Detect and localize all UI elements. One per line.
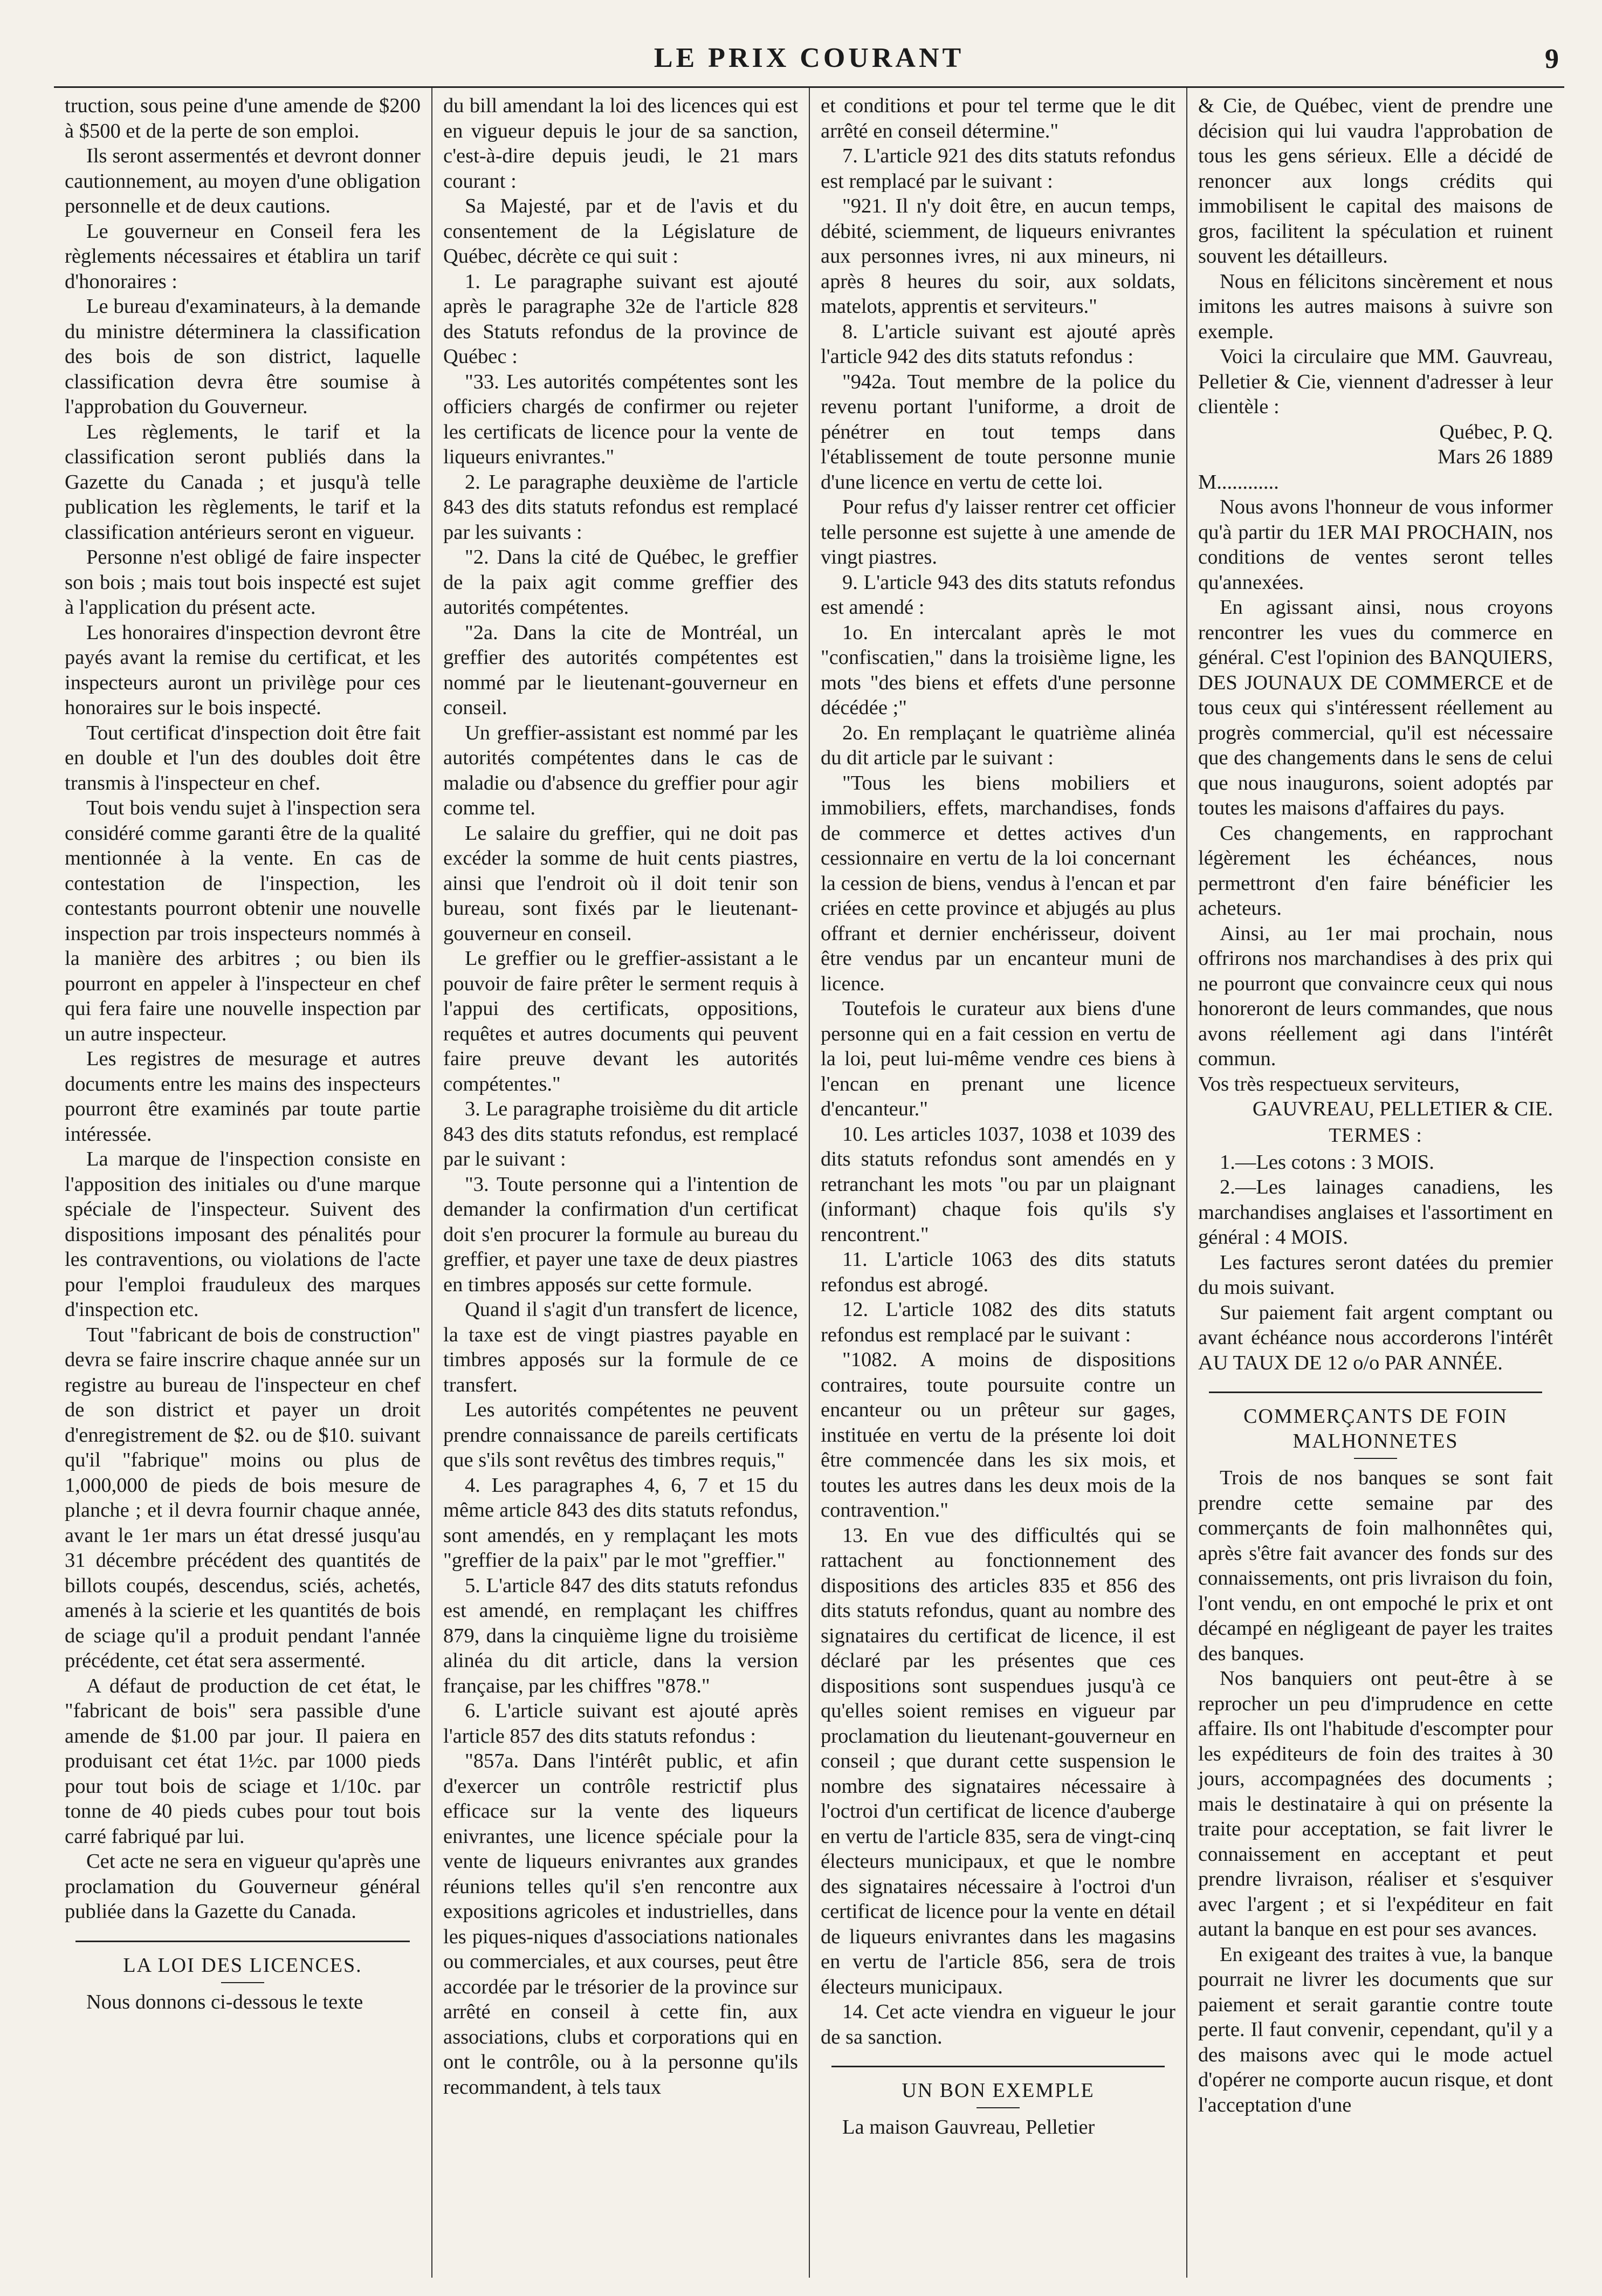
paragraph: 1o. En intercalant après le mot "confiscatien," dans la troisième ligne, les mots "des biens et effets d'une personne décédée ;" (821, 621, 1175, 719)
paragraph: "1082. A moins de dispositions contraires, toute poursuite contre un encanteur ou un prêteur sur gages, instituée en vertu de la présente loi doit être commencée dans les six mois, et toutes les autres dans les deux mois de la contravention." (821, 1348, 1175, 1521)
paragraph: La marque de l'inspection consiste en l'apposition des initiales ou d'une marque spéciale de l'inspecteur. Suivent des dispositions imposant des pénalités pour les contraventions, ou violations de l'acte pour l'emploi frauduleux des marques d'inspection etc. (65, 1148, 421, 1321)
paragraph: 14. Cet acte viendra en vigueur le jour de sa sanction. (821, 2000, 1175, 2048)
paragraph: "33. Les autorités compétentes sont les officiers chargés de confirmer ou rejeter les certificats de licence pour la vente de liqueurs enivrantes." (443, 370, 798, 468)
letter-signature: GAUVREAU, PELLETIER & CIE. (1252, 1098, 1553, 1120)
paragraph: 7. L'article 921 des dits statuts refondus est remplacé par le suivant : (821, 145, 1175, 193)
paragraph: & Cie, de Québec, vient de prendre une décision qui lui vaudra l'approbation de tous les gens sérieux. Elle a décidé de renoncer aux longs crédits qui immobilisent le capital des maisons de gros, facilitent la spéculation et ruinent souvent les détailleurs. (1198, 94, 1553, 268)
paragraph: 8. L'article suivant est ajouté après l'article 942 des dits statuts refondus : (821, 320, 1175, 368)
paragraph: 4. Les paragraphes 4, 6, 7 et 15 du même article 843 des dits statuts refondus, sont amendés, en y remplaçant les mots "greffier de la paix" par le mot "greffier." (443, 1473, 798, 1572)
paragraph: Le salaire du greffier, qui ne doit pas excéder la somme de huit cents piastres, ainsi que l'endroit où il doit tenir son bureau, sont fixés par le lieutenant-gouverneur en conseil. (443, 821, 798, 945)
terms-item: Sur paiement fait argent comptant ou avant échéance nous accorderons l'intérêt AU TAUX DE 12 o/o PAR ANNÉE. (1198, 1301, 1553, 1374)
terms-item: 1.—Les cotons : 3 MOIS. (1220, 1150, 1434, 1174)
paragraph: 5. L'article 847 des dits statuts refondus est amendé, en remplaçant les chiffres 879, dans la cinquième ligne du troisième alinéa du dit article, dans la version française, par les chiffres "878." (443, 1574, 798, 1697)
masthead: LE PRIX COURANT (654, 43, 965, 73)
paragraph: 13. En vue des difficultés qui se rattachent au fonctionnement des dispositions des articles 835 et 856 des dits statuts refondus, quant au nombre des signataires du certificat de licence, il est déclaré par les présentes que ces dispositions sont suspendues jusqu'à ce qu'elles soient remises en vigueur par proclamation du lieutenant-gouverneur en conseil ; que durant cette suspension le nombre des signataires nécessaire à l'octroi d'un certificat de licence d'auberge en vertu de l'article 835, sera de vingt-cinq électeurs municipaux, et que le nombre des signataires nécessaire à l'octroi d'un certificat de licence pour la vente en détail de liqueurs enivrantes dans les magasins en vertu de l'article 856, sera de trois électeurs municipaux. (821, 1524, 1175, 1998)
paragraph: Ils seront assermentés et devront donner cautionnement, au moyen d'une obligation personnelle et de deux cautions. (65, 145, 421, 217)
paragraph: Cet acte ne sera en vigueur qu'après une proclamation du Gouverneur général publiée dans la Gazette du Canada. (65, 1850, 421, 1923)
paragraph: Les honoraires d'inspection devront être payés avant la remise du certificat, et les inspecteurs auront un privilège pour ces honoraires sur le bois inspecté. (65, 621, 421, 719)
letter-paragraph: Nous avons l'honneur de vous informer qu'à partir du 1ER MAI PROCHAIN, nos conditions de ventes seront telles qu'annexées. (1198, 496, 1553, 594)
section-title-line-1: COMMERÇANTS DE FOIN (1243, 1405, 1508, 1428)
paragraph: du bill amendant la loi des licences qui est en vigueur depuis le jour de sa sanction, c'est-à-dire depuis jeudi, le 21 mars courant : (443, 94, 798, 193)
paragraph: Toutefois le curateur aux biens d'une personne qui en a fait cession en vertu de la loi, peut lui-même vendre ces biens à l'encan en prenant une licence d'encanteur." (821, 997, 1175, 1120)
title-divider (221, 1982, 264, 1983)
paragraph: Tout "fabricant de bois de construction" devra se faire inscrire chaque année sur un registre au bureau de l'inspecteur en chef de son district et payer un droit d'enregistrement de $2. ou de $10. suivant qu'il "fabrique" moins ou plus de 1,000,000 de pieds de bois mesure de planche ; et il devra fournir chaque année, avant le 1er mars un état dressé jusqu'au 31 décembre précédent des quantités de billots coupés, descendus, sciés, achetés, amenés à la scierie et les quantités de bois de sciage qu'il a produit pendant l'année précédente, cet état sera assermenté. (65, 1323, 421, 1672)
letter-date: Mars 26 1889 (1438, 446, 1553, 468)
title-divider (977, 2107, 1020, 2108)
paragraph: En exigeant des traites à vue, la banque pourrait ne livrer les documents que sur paiement et serait garantie contre toute perte. Il faut convenir, cependant, qu'il y a des maisons avec qui le mode actuel d'opérer ne comporte aucun risque, et dont l'acceptation d'une (1198, 1943, 1553, 2116)
paragraph: 1. Le paragraphe suivant est ajouté après le paragraphe 32e de l'article 828 des Statuts refondus de la province de Québec : (443, 270, 798, 368)
paragraph: "857a. Dans l'intérêt public, et afin d'exercer un contrôle restrictif plus efficace sur la vente des liqueurs enivrantes, une licence spéciale pour la vente de liqueurs enivrantes aux grandes réunions telles qu'il s'en rencontre aux expositions agricoles et industrielles, dans les piques-niques d'associations nationales ou commerciales, et aux courses, peut être accordée par le trésorier de la province sur arrêté en conseil à cette fin, aux associations, clubs et corporations qui en ont le contrôle, ou à la personne qu'ils recommandent, à tels taux (443, 1750, 798, 2099)
letter-paragraph: En agissant ainsi, nous croyons rencontrer les vues du commerce en général. C'est l'opinion des BANQUIERS, DES JOUNAUX DE COMMERCE et de tous ceux qui s'intéressent réellement au progrès commercial, qu'il est nécessaire que des changements dans le sens de celui que nous inaugurons, soient adoptés par toutes les maisons d'affaires du pays. (1198, 596, 1553, 819)
paragraph: Nous en félicitons sincèrement et nous imitons les autres maisons à suivre son exemple. (1198, 270, 1553, 343)
paragraph: "921. Il n'y doit être, en aucun temps, débité, sciemment, de liqueurs enivrantes aux personnes ivres, ni aux mineurs, ni après 8 heures du soir, aux soldats, matelots, apprentis et serviteurs." (821, 195, 1175, 318)
paragraph: A défaut de production de cet état, le "fabricant de bois" sera passible d'une amende de $1.00 par jour. Il paiera en produisant cet état 1½c. par 1000 pieds pour tout bois de sciage et 1/10c. par tonne de 40 pieds cubes pour tout bois carré fabriqué par lui. (65, 1674, 421, 1848)
section-divider (831, 2066, 1165, 2067)
letter-paragraph: Ainsi, au 1er mai prochain, nous offrirons nos marchandises à des prix qui ne pourront que convaincre ceux qui nous honoreront de leurs commandes, que nous avons réellement agi dans l'intérêt commun. (1198, 922, 1553, 1070)
terms-item: 2.—Les lainages canadiens, les marchandises anglaises et l'assortiment en général : 4 MOIS. (1198, 1176, 1553, 1249)
letter-place: Québec, P. Q. (1439, 420, 1553, 443)
section-title-line-2: MALHONNETES (1292, 1430, 1459, 1452)
paragraph: Les règlements, le tarif et la classification seront publiés dans la Gazette du Canada ; et jusqu'à telle publication les règlements, le tarif et la classification antérieurs seront en vigueur. (65, 420, 421, 544)
paragraph: 12. L'article 1082 des dits statuts refondus est remplacé par le suivant : (821, 1298, 1175, 1346)
paragraph: Tout bois vendu sujet à l'inspection sera considéré comme garanti être de la qualité mentionnée à la vente. En cas de contestation de l'inspection, les contestants pourront obtenir une nouvelle inspection par trois inspecteurs nommés à la manière des arbitres ; ou bien ils pourront en appeler à l'inspecteur en chef qui fera faire une nouvelle inspection par un autre inspecteur. (65, 797, 421, 1045)
section-divider (1209, 1392, 1542, 1393)
letter-closing: Vos très respectueux serviteurs, (1198, 1072, 1460, 1095)
letter-paragraph: Ces changements, en rapprochant légèrement les échéances, nous permettront d'en faire bénéficier les acheteurs. (1198, 821, 1553, 920)
paragraph: Quand il s'agit d'un transfert de licence, la taxe est de vingt piastres payable en timbres apposés sur la formule de ce transfert. (443, 1298, 798, 1396)
paragraph: Trois de nos banques se sont fait prendre cette semaine par des commerçants de foin malhonnêtes qui, après s'être fait avancer des fonds sur des connaissements, ont pris livraison du foin, l'ont vendu, en ont empoché le prix et ont décampé en négligeant de payer les traites des banques. (1198, 1466, 1553, 1665)
section-title: UN BON EXEMPLE (902, 2079, 1095, 2102)
paragraph: truction, sous peine d'une amende de $200 à $500 et de la perte de son emploi. (65, 94, 421, 142)
paragraph: Le gouverneur en Conseil fera les règlements nécessaires et établira un tarif d'honoraires : (65, 220, 421, 293)
paragraph: "3. Toute personne qui a l'intention de demander la confirmation d'un certificat doit s'en procurer la formule au bureau du greffier, et payer une taxe de deux piastres en timbres apposés sur cette formule. (443, 1173, 798, 1296)
paragraph: "2. Dans la cité de Québec, le greffier de la paix agit comme greffier des autorités compétentes. (443, 546, 798, 619)
column-4 (1186, 88, 1564, 2278)
column-3 (809, 88, 1186, 2278)
paragraph: Nos banquiers ont peut-être à se reprocher un peu d'imprudence en cette affaire. Ils ont l'habitude d'escompter pour les expéditeurs de foin des traites à 30 jours, accompagnées des documents ; mais le destinataire à qui on présente la traite pour acceptation, se fait livrer le connaissement en acceptant et peut prendre livraison, réaliser et s'esquiver avec l'argent ; et si l'expéditeur en fait autant la banque en est pour ses avances. (1198, 1667, 1553, 1941)
page-header (54, 22, 1564, 88)
paragraph: Voici la circulaire que MM. Gauvreau, Pelletier & Cie, viennent d'adresser à leur clientèle : (1198, 345, 1553, 418)
paragraph: Le bureau d'examinateurs, à la demande du ministre déterminera la classification des bois de son district, laquelle classification devra être soumise à l'approbation du Gouverneur. (65, 295, 421, 418)
paragraph: "2a. Dans la cite de Montréal, un greffier des autorités compétentes est nommé par le lieutenant-gouverneur en conseil. (443, 621, 798, 719)
paragraph: 2o. En remplaçant le quatrième alinéa du dit article par le suivant : (821, 721, 1175, 769)
paragraph: "Tous les biens mobiliers et immobiliers, effets, marchandises, fonds de commerce et dettes actives d'un cessionnaire en vertu de la loi concernant la cession de biens, vendus à l'encan et par criées en cette province et abjugés au plus offrant et dernier enchérisseur, doivent être vendus par un encanteur muni de licence. (821, 771, 1175, 995)
paragraph: 9. L'article 943 des dits statuts refondus est amendé : (821, 571, 1175, 619)
paragraph: 6. L'article suivant est ajouté après l'article 857 des dits statuts refondus : (443, 1699, 798, 1747)
paragraph: Un greffier-assistant est nommé par les autorités compétentes dans le cas de maladie ou d'absence du greffier pour agir comme tel. (443, 721, 798, 819)
title-divider (1354, 1458, 1397, 1459)
paragraph: 10. Les articles 1037, 1038 et 1039 des dits statuts refondus sont amendés en y retranchant les mots "ou par un plaignant (informant) chaque fois qu'ils s'y rencontrent." (821, 1122, 1175, 1246)
terms-item: Les factures seront datées du premier du mois suivant. (1198, 1251, 1553, 1299)
paragraph: Les registres de mesurage et autres documents entre les mains des inspecteurs pourront être examinés par toute partie intéressée. (65, 1047, 421, 1146)
column-2 (431, 88, 809, 2278)
paragraph: Le greffier ou le greffier-assistant a le pouvoir de faire prêter le serment requis à l'appui des certificats, oppositions, requêtes et autres documents qui peuvent faire preuve devant les autorités compétentes." (443, 947, 798, 1095)
column-1 (54, 88, 431, 2278)
paragraph: Tout certificat d'inspection doit être fait en double et l'un des doubles doit être transmis à l'inspecteur en chef. (65, 721, 421, 794)
page-number: 9 (1545, 44, 1559, 74)
article-columns (54, 88, 1564, 2278)
paragraph: 2. Le paragraphe deuxième de l'article 843 des dits statuts refondus est remplacé par les suivants : (443, 470, 798, 544)
paragraph: Les autorités compétentes ne peuvent prendre connaissance de pareils certificats que s'ils sont revêtus des timbres requis," (443, 1399, 798, 1471)
terms-title: TERMES : (1329, 1124, 1422, 1147)
paragraph: 11. L'article 1063 des dits statuts refondus est abrogé. (821, 1248, 1175, 1296)
paragraph: Nous donnons ci-dessous le texte (86, 1990, 363, 2013)
paragraph: Personne n'est obligé de faire inspecter son bois ; mais tout bois inspecté est sujet à l'application du présent acte. (65, 546, 421, 619)
paragraph: La maison Gauvreau, Pelletier (842, 2116, 1095, 2139)
paragraph: "942a. Tout membre de la police du revenu portant l'uniforme, a droit de pénétrer en tout temps dans l'établissement de toute personne munie d'une licence en vertu de cette loi. (821, 370, 1175, 494)
paragraph: Pour refus d'y laisser rentrer cet officier telle personne est sujette à une amende de vingt piastres. (821, 496, 1175, 568)
letter-salutation: M............ (1198, 470, 1279, 494)
section-divider (75, 1941, 410, 1942)
section-title: LA LOI DES LICENCES. (123, 1954, 362, 1977)
paragraph: et conditions et pour tel terme que le dit arrêté en conseil détermine." (821, 94, 1175, 142)
paragraph: Sa Majesté, par et de l'avis et du consentement de la Législature de Québec, décrète ce qui suit : (443, 195, 798, 268)
paragraph: 3. Le paragraphe troisième du dit article 843 des dits statuts refondus, est remplacé par le suivant : (443, 1098, 798, 1170)
